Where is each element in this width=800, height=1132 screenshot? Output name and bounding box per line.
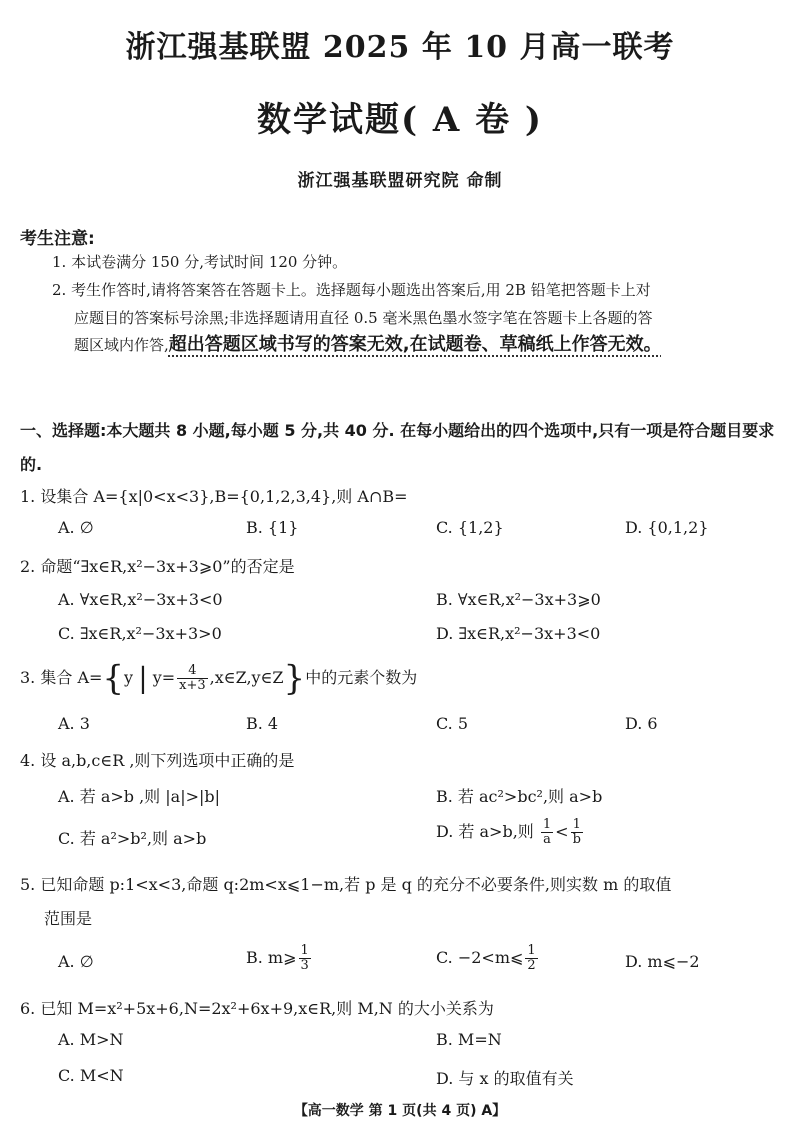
fraction-one-third — [299, 944, 311, 973]
question-3-stem — [20, 660, 417, 697]
question-3-stem-suffix: 中的元素个数为 — [305, 668, 418, 687]
fraction-numerator: 4 — [177, 664, 208, 679]
less-than-sign: < — [555, 822, 569, 841]
question-5-option-a: A. ∅ — [58, 952, 94, 971]
right-brace-icon: } — [283, 658, 306, 699]
question-1-option-a: A. ∅ — [58, 518, 94, 537]
question-4-option-c: C. 若 a²>b²,则 a>b — [58, 829, 207, 848]
question-6-stem: 6. 已知 M=x²+5x+6,N=2x²+6x+9,x∈R,则 M,N 的大小关系为 — [20, 999, 494, 1018]
exam-title: 浙江强基联盟 2025 年 10 月高一联考 — [125, 30, 675, 65]
question-4-option-a: A. 若 a>b ,则 |a|>|b| — [58, 787, 221, 806]
question-3-set-condition: ,x∈Z,y∈Z — [209, 668, 284, 687]
exam-author: 浙江强基联盟研究院 命制 — [297, 171, 503, 191]
vertical-bar-icon: | — [138, 661, 148, 695]
question-5-stem-line-1: 5. 已知命题 p:1<x<3,命题 q:2m<x⩽1−m,若 p 是 q 的充分不必要条件,则实数 m 的取值 — [20, 875, 672, 894]
fraction-denominator: 3 — [300, 958, 309, 973]
question-4-option-d-prefix: D. 若 a>b,则 — [436, 822, 534, 841]
notice-item-2-line-2: 应题目的答案标号涂黑;非选择题请用直径 0.5 毫米黑色墨水签字笔在答题卡上各题的答 — [74, 309, 653, 327]
question-6-option-b: B. M=N — [436, 1030, 502, 1049]
notice-item-2-line-1: 2. 考生作答时,请将答案答在答题卡上。选择题每小题选出答案后,用 2B 铅笔把答题卡上对 — [52, 281, 651, 299]
notice-heading: 考生注意: — [20, 229, 95, 249]
notice-plain-text: 题区域内作答, — [74, 336, 169, 354]
question-6-option-a: A. M>N — [58, 1030, 124, 1049]
question-3-option-c: C. 5 — [436, 714, 469, 733]
fraction-numerator: 1 — [527, 943, 536, 958]
notice-item-2-line-3 — [74, 331, 662, 359]
question-5-option-b-prefix: B. m⩾ — [246, 948, 297, 967]
question-4-option-d — [436, 818, 585, 847]
question-2-option-b: B. ∀x∈R,x²−3x+3⩾0 — [436, 590, 601, 609]
question-3-option-d: D. 6 — [625, 714, 658, 733]
question-1-option-d: D. {0,1,2} — [625, 518, 709, 537]
left-brace-icon: { — [102, 658, 125, 699]
question-5-stem-line-2: 范围是 — [44, 909, 93, 928]
question-2-option-a: A. ∀x∈R,x²−3x+3<0 — [58, 590, 223, 609]
question-3-set-variable: y — [124, 668, 134, 687]
question-5-option-b — [246, 944, 313, 973]
fraction-1-over-a — [541, 818, 553, 847]
question-3-stem-prefix: 3. 集合 A= — [20, 668, 103, 687]
notice-item-1: 1. 本试卷满分 150 分,考试时间 120 分钟。 — [52, 253, 348, 271]
fraction-denominator: b — [572, 832, 581, 847]
fraction-1-over-b — [571, 818, 583, 847]
question-2-stem: 2. 命题“∃x∈R,x²−3x+3⩾0”的否定是 — [20, 557, 295, 576]
question-6-option-c: C. M<N — [58, 1066, 124, 1085]
question-3-fraction — [177, 664, 208, 693]
question-6-option-d: D. 与 x 的取值有关 — [436, 1069, 574, 1088]
question-5-option-c-prefix: C. −2<m⩽ — [436, 948, 524, 967]
question-1-option-c: C. {1,2} — [436, 518, 504, 537]
fraction-denominator: x+3 — [179, 678, 206, 693]
question-2-option-d: D. ∃x∈R,x²−3x+3<0 — [436, 624, 601, 643]
question-1-option-b: B. {1} — [246, 518, 299, 537]
page-footer: 【高一数学 第 1 页(共 4 页) A】 — [293, 1103, 507, 1119]
notice-emphasis-text: 超出答题区域书写的答案无效,在试题卷、草稿纸上作答无效。 — [168, 334, 662, 355]
section-heading: 一、选择题:本大题共 8 小题,每小题 5 分,共 40 分. 在每小题给出的四个选项中,只有一项是符合题目要求的. — [20, 421, 775, 474]
fraction-denominator: 2 — [527, 958, 536, 973]
question-5-option-c — [436, 944, 540, 973]
fraction-one-half — [525, 944, 537, 973]
question-4-stem: 4. 设 a,b,c∈R ,则下列选项中正确的是 — [20, 751, 295, 770]
fraction-numerator: 1 — [300, 943, 309, 958]
question-3-option-b: B. 4 — [246, 714, 279, 733]
question-2-option-c: C. ∃x∈R,x²−3x+3>0 — [58, 624, 222, 643]
question-5-option-d: D. m⩽−2 — [625, 952, 700, 971]
exam-subtitle: 数学试题( A 卷 ) — [256, 100, 544, 140]
fraction-numerator: 1 — [542, 817, 552, 832]
question-3-set-equation: y= — [152, 668, 176, 687]
fraction-numerator: 1 — [571, 818, 583, 833]
question-3-option-a: A. 3 — [58, 714, 90, 733]
question-4-option-b: B. 若 ac²>bc²,则 a>b — [436, 787, 603, 806]
fraction-denominator: a — [543, 832, 551, 847]
question-1-stem: 1. 设集合 A={x|0<x<3},B={0,1,2,3,4},则 A∩B= — [20, 487, 408, 506]
